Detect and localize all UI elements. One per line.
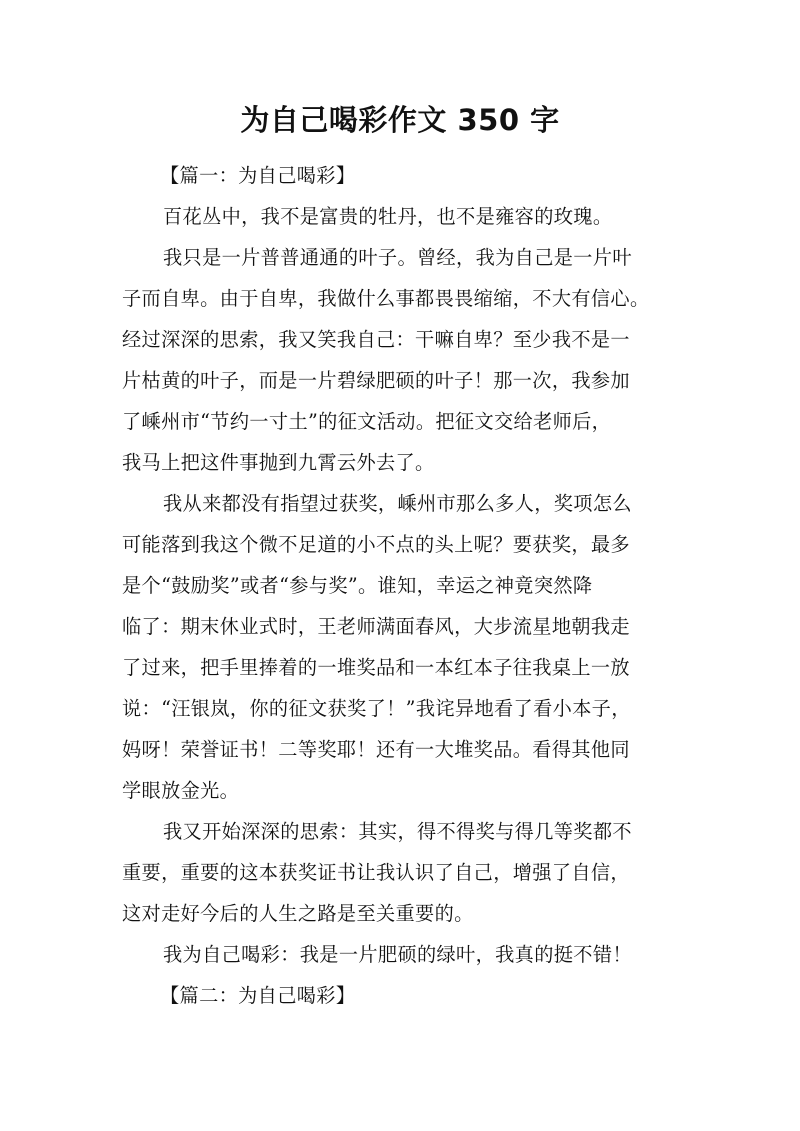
paragraph-line: 百花丛中，我不是富贵的牡丹，也不是雍容的玫瑰。 bbox=[163, 205, 613, 228]
section-heading-1: 【篇一：为自己喝彩】 bbox=[160, 164, 356, 187]
paragraph-line: 我从来都没有指望过获奖，嵊州市那么多人，奖项怎么 bbox=[163, 492, 632, 515]
paragraph-line: 重要，重要的这本获奖证书让我认识了自己，增强了自信， bbox=[122, 861, 630, 884]
document-title: 为自己喝彩作文 350 字 bbox=[240, 103, 560, 137]
paragraph-line: 片枯黄的叶子，而是一片碧绿肥硕的叶子！那一次，我参加 bbox=[122, 369, 630, 392]
paragraph-line: 我只是一片普普通通的叶子。曾经，我为自己是一片叶 bbox=[163, 246, 632, 269]
paragraph-line: 说：“汪银岚，你的征文获奖了！”我诧异地看了看小本子， bbox=[122, 697, 631, 720]
paragraph-line: 经过深深的思索，我又笑我自己：干嘛自卑？至少我不是一 bbox=[122, 328, 630, 351]
paragraph-line: 了嵊州市“节约一寸土”的征文活动。把征文交给老师后， bbox=[122, 410, 612, 433]
paragraph-line: 子而自卑。由于自卑，我做什么事都畏畏缩缩，不大有信心。 bbox=[122, 287, 650, 310]
paragraph-line: 是个“鼓励奖”或者“参与奖”。谁知，幸运之神竟突然降 bbox=[122, 574, 593, 597]
section-heading-2: 【篇二：为自己喝彩】 bbox=[160, 984, 356, 1007]
paragraph-line: 妈呀！荣誉证书！二等奖耶！还有一大堆奖品。看得其他同 bbox=[122, 738, 630, 761]
paragraph-line: 学眼放金光。 bbox=[122, 779, 240, 802]
paragraph-line: 我又开始深深的思索：其实，得不得奖与得几等奖都不 bbox=[163, 820, 632, 843]
paragraph-line: 我为自己喝彩：我是一片肥硕的绿叶，我真的挺不错！ bbox=[163, 943, 632, 966]
paragraph-line: 可能落到我这个微不足道的小不点的头上呢？要获奖，最多 bbox=[122, 533, 630, 556]
paragraph-line: 了过来，把手里捧着的一堆奖品和一本红本子往我桌上一放 bbox=[122, 656, 630, 679]
paragraph-line: 这对走好今后的人生之路是至关重要的。 bbox=[122, 902, 474, 925]
document-body bbox=[122, 155, 682, 1016]
paragraph-line: 临了：期末休业式时，王老师满面春风，大步流星地朝我走 bbox=[122, 615, 630, 638]
paragraph-line: 我马上把这件事抛到九霄云外去了。 bbox=[122, 451, 435, 474]
